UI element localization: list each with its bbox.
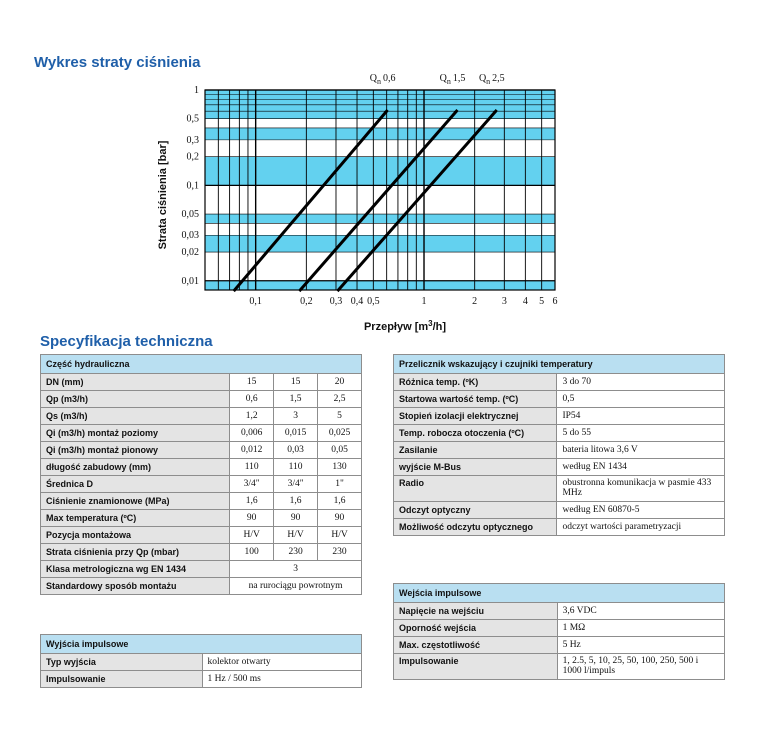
table-row — [394, 637, 725, 654]
y-axis-label: Strata ciśnienia [bar] — [157, 140, 169, 250]
row-value: 100 — [230, 544, 274, 561]
row-value: 1" — [318, 476, 362, 493]
row-value: H/V — [274, 527, 318, 544]
row-value: według EN 1434 — [557, 459, 725, 476]
row-value: 0,012 — [230, 442, 274, 459]
row-value: 3 — [230, 561, 362, 578]
row-label: Temp. robocza otoczenia (ºC) — [394, 425, 557, 442]
table-row — [41, 493, 362, 510]
row-value: 0,025 — [318, 425, 362, 442]
shaded-band — [205, 128, 555, 140]
table-row — [394, 476, 725, 502]
row-value: na rurociągu powrotnym — [230, 578, 362, 595]
row-label: Klasa metrologiczna wg EN 1434 — [41, 561, 230, 578]
y-tick-label: 0,01 — [181, 275, 199, 287]
row-label: Startowa wartość temp. (ºC) — [394, 391, 557, 408]
table-row — [41, 391, 362, 408]
pressure-loss-chart — [150, 70, 590, 340]
row-label: Strata ciśnienia przy Qp (mbar) — [41, 544, 230, 561]
row-value: 1 MΩ — [557, 620, 724, 637]
spec-title: Specyfikacja techniczna — [40, 333, 213, 350]
row-label: Qi (m3/h) montaż poziomy — [41, 425, 230, 442]
x-tick-label: 0,2 — [300, 296, 313, 307]
row-value: 3/4" — [274, 476, 318, 493]
row-value: bateria litowa 3,6 V — [557, 442, 725, 459]
row-value: kolektor otwarty — [202, 654, 361, 671]
row-label: Stopień izolacji elektrycznej — [394, 408, 557, 425]
row-value: 90 — [318, 510, 362, 527]
x-tick-label: 0,3 — [329, 296, 343, 307]
row-label: Radio — [394, 476, 557, 502]
hydraulic-table-header: Część hydrauliczna — [41, 355, 362, 374]
series-label-value: 1,5 — [452, 73, 466, 84]
x-tick-label: 3 — [501, 296, 507, 307]
x-tick-label: 4 — [522, 296, 528, 307]
row-value: 0,015 — [274, 425, 318, 442]
series-label-sub: n — [446, 77, 451, 86]
row-label: Możliwość odczytu optycznego — [394, 519, 557, 536]
table-row — [394, 425, 725, 442]
row-label: Pozycja montażowa — [41, 527, 230, 544]
row-value: 230 — [274, 544, 318, 561]
x-tick-label: 0,1 — [249, 296, 262, 307]
y-tick-label: 0,03 — [181, 230, 199, 242]
row-value: H/V — [318, 527, 362, 544]
x-axis-label-end: /h] — [432, 321, 447, 333]
table-row — [394, 654, 725, 680]
row-label: wyjście M-Bus — [394, 459, 557, 476]
row-value: 5 — [318, 408, 362, 425]
x-tick-label: 5 — [539, 296, 545, 307]
table-row — [41, 544, 362, 561]
row-value: 130 — [318, 459, 362, 476]
y-tick-label: 0,3 — [186, 134, 199, 146]
row-value: 3/4" — [230, 476, 274, 493]
impulse-inputs-header: Wejścia impulsowe — [394, 584, 725, 603]
series-label-main: Q — [369, 73, 378, 84]
row-value: 0,05 — [318, 442, 362, 459]
y-tick-label: 0,5 — [186, 113, 199, 125]
x-axis-label — [364, 319, 446, 333]
series-label-main: Q — [439, 73, 447, 84]
y-tick-label: 0,05 — [181, 209, 199, 221]
row-value: 1, 2.5, 5, 10, 25, 50, 100, 250, 500 i 1000 l/impuls — [557, 654, 724, 680]
row-label: Zasilanie — [394, 442, 557, 459]
table-row — [41, 408, 362, 425]
x-tick-label: 6 — [552, 296, 558, 307]
series-label-sub: n — [486, 77, 491, 86]
row-value: 1,6 — [274, 493, 318, 510]
row-label: Odczyt optyczny — [394, 502, 557, 519]
row-value: odczyt wartości parametryzacji — [557, 519, 725, 536]
row-value: 1 Hz / 500 ms — [202, 671, 361, 688]
row-label: Qi (m3/h) montaż pionowy — [41, 442, 230, 459]
row-value: 110 — [274, 459, 318, 476]
table-row — [41, 459, 362, 476]
row-value: 0,5 — [557, 391, 725, 408]
row-value: 1,6 — [318, 493, 362, 510]
table-row — [394, 519, 725, 536]
table-row — [41, 654, 362, 671]
table-row — [394, 459, 725, 476]
row-value: 0,006 — [230, 425, 274, 442]
row-value: 5 Hz — [557, 637, 724, 654]
row-label: DN (mm) — [41, 374, 230, 391]
table-row — [41, 561, 362, 578]
row-value: 230 — [318, 544, 362, 561]
shaded-band — [205, 157, 555, 186]
table-row — [394, 502, 725, 519]
table-row — [41, 510, 362, 527]
row-value: 1,6 — [230, 493, 274, 510]
series-label-main: Q — [478, 73, 487, 84]
row-label: Qs (m3/h) — [41, 408, 230, 425]
row-value: IP54 — [557, 408, 725, 425]
x-axis-label-main: Przepływ [m — [363, 321, 429, 333]
row-value: 90 — [230, 510, 274, 527]
row-value: 5 do 55 — [557, 425, 725, 442]
row-value: 3 — [274, 408, 318, 425]
row-label: Max temperatura (ºC) — [41, 510, 230, 527]
x-tick-label: 0,4 — [350, 296, 364, 307]
shaded-band — [205, 281, 555, 290]
y-tick-label: 0,02 — [181, 247, 199, 259]
x-tick-label: 0,5 — [367, 296, 380, 307]
row-label: Max. częstotliwość — [394, 637, 558, 654]
row-label: Typ wyjścia — [41, 654, 203, 671]
calculator-table-header: Przelicznik wskazujący i czujniki temperatury — [394, 355, 725, 374]
row-label: długość zabudowy (mm) — [41, 459, 230, 476]
chart-title: Wykres straty ciśnienia — [34, 54, 201, 71]
x-tick-label: 1 — [421, 296, 427, 307]
x-axis-label-sup: 3 — [428, 319, 433, 328]
series-label-value: 0,6 — [383, 73, 396, 84]
shaded-band — [205, 214, 555, 223]
hydraulic-table — [40, 354, 362, 595]
y-tick-label: 0,2 — [186, 151, 199, 163]
series-label-1 — [440, 73, 466, 86]
y-tick-label: 0,1 — [186, 180, 199, 192]
row-value: 110 — [230, 459, 274, 476]
row-value: 20 — [318, 374, 362, 391]
row-label: Qp (m3/h) — [41, 391, 230, 408]
row-value: 0,03 — [274, 442, 318, 459]
x-tick-label: 2 — [472, 296, 478, 307]
table-row — [394, 442, 725, 459]
table-row — [41, 425, 362, 442]
row-label: Impulsowanie — [394, 654, 558, 680]
row-label: Oporność wejścia — [394, 620, 558, 637]
table-row — [41, 476, 362, 493]
row-value: obustronna komunikacja w pasmie 433 MHz — [557, 476, 725, 502]
row-value: 0,6 — [230, 391, 274, 408]
table-row — [394, 374, 725, 391]
table-row — [394, 391, 725, 408]
series-label-value: 2,5 — [492, 73, 505, 84]
row-value: 3 do 70 — [557, 374, 725, 391]
row-value: 1,5 — [274, 391, 318, 408]
row-value: 90 — [274, 510, 318, 527]
impulse-outputs-header: Wyjścia impulsowe — [41, 635, 362, 654]
impulse-outputs-table — [40, 634, 362, 688]
table-row — [41, 442, 362, 459]
table-row — [41, 578, 362, 595]
table-row — [394, 620, 725, 637]
y-tick-label: 1 — [194, 85, 199, 96]
row-value: według EN 60870-5 — [557, 502, 725, 519]
row-value: 1,2 — [230, 408, 274, 425]
row-value: H/V — [230, 527, 274, 544]
series-label-sub: n — [377, 77, 382, 86]
table-row — [41, 527, 362, 544]
table-row — [41, 671, 362, 688]
series-label-2 — [479, 73, 505, 86]
row-label: Impulsowanie — [41, 671, 203, 688]
series-label-0 — [370, 73, 396, 86]
row-label: Różnica temp. (ºK) — [394, 374, 557, 391]
row-label: Napięcie na wejściu — [394, 603, 558, 620]
row-label: Standardowy sposób montażu — [41, 578, 230, 595]
impulse-inputs-table — [393, 583, 725, 680]
row-value: 3,6 VDC — [557, 603, 724, 620]
pressure-loss-chart-svg — [150, 70, 590, 340]
calculator-table — [393, 354, 725, 536]
table-row — [394, 603, 725, 620]
row-label: Średnica D — [41, 476, 230, 493]
row-value: 2,5 — [318, 391, 362, 408]
table-row — [394, 408, 725, 425]
table-row — [41, 374, 362, 391]
row-value: 15 — [230, 374, 274, 391]
row-label: Ciśnienie znamionowe (MPa) — [41, 493, 230, 510]
row-value: 15 — [274, 374, 318, 391]
